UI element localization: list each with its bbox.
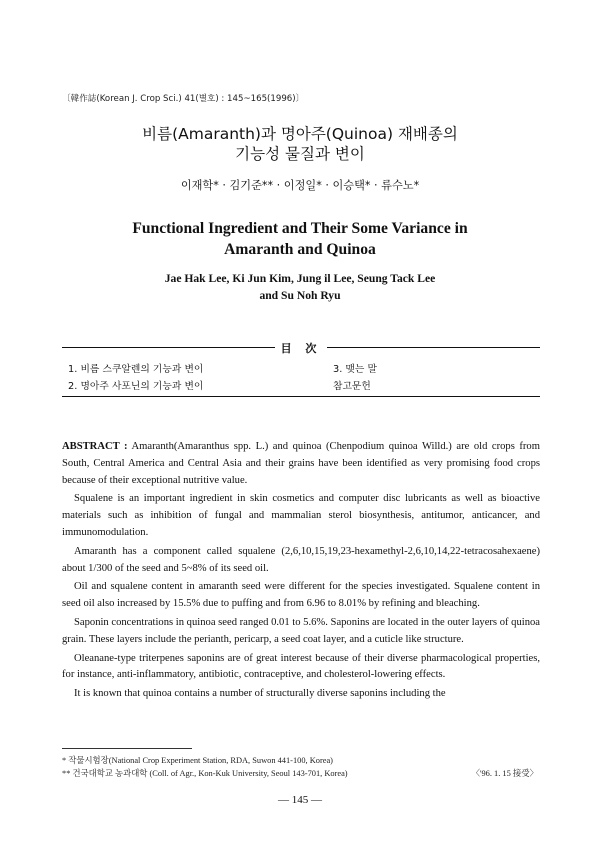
korean-title-line-2: 기능성 물질과 변이 [235, 145, 365, 163]
toc-item-1: 1. 비름 스쿠알렌의 기능과 변이 [68, 364, 204, 375]
footnote-2: ** 건국대학교 농과대학 (Coll. of Agr., Kon-Kuk University, Seoul 143-701, Korea) [62, 769, 348, 778]
abstract-paragraph-7: It is known that quinoa contains a number of structurally diverse saponins including the [74, 688, 446, 700]
footnote-1: * 작물시험장(National Crop Experiment Station, RDA, Suwon 441-100, Korea) [62, 756, 333, 765]
abstract-paragraph-2: Squalene is an important ingredient in skin cosmetics and computer disc lubricants as well as bioactive materials such as inhibition of fungal and mammalian sterol biosynthesis, antitumor, anticancer, and immunomodulation. [62, 493, 540, 538]
abstract-paragraph-5: Saponin concentrations in quinoa seed ranged 0.01 to 5.6%. Saponins are located in the outer layers of quinoa grain. These layers include the perianth, pericarp, a seed coat layer, and a cuticle like structure. [62, 616, 541, 645]
abstract-paragraph-3: Amaranth has a component called squalene (2,6,10,15,19,23-hexamethyl-2,6,10,14,22-tetracosahexaene) about 1/300 of the seed and 5~8% of its seed oil. [62, 545, 540, 574]
english-title-line-1: Functional Ingredient and Their Some Variance in [132, 220, 468, 237]
english-title [0, 218, 600, 260]
page-number: — 145 — [278, 794, 322, 806]
abstract-paragraph-4: Oil and squalene content in amaranth seed were different for the species investigated. Squalene content in seed oil also increased by 15.5% due to puffing and from 6.96 to 8.01% by refining and bleaching. [62, 581, 540, 610]
korean-title-line-1: 비름(Amaranth)과 명아주(Quinoa) 재배종의 [142, 125, 458, 143]
journal-reference: 〔韓作誌(Korean J. Crop Sci.) 41(별호) : 145~165(1996)〕 [62, 94, 305, 104]
korean-authors: 이재학* · 김기준** · 이정일* · 이승택* · 류수노* [180, 179, 420, 192]
toc-item-2: 2. 명아주 사포닌의 기능과 변이 [68, 381, 204, 392]
received-date: 〈'96. 1. 15 接受〉 [471, 769, 538, 778]
abstract-paragraph-6: Oleanane-type triterpenes saponins are of great interest because of their diverse pharmacological properties, for instance, anti-inflammatory, antibiotic, contraceptive, and cholesterol-lowering effects. [62, 652, 540, 681]
english-authors [0, 270, 600, 304]
footnote-rule [62, 748, 192, 749]
toc-item-4: 참고문헌 [333, 381, 371, 392]
toc-rule-bottom [62, 396, 540, 397]
table-of-contents [62, 340, 540, 400]
abstract [62, 439, 540, 703]
abstract-label: ABSTRACT : [62, 441, 128, 452]
toc-heading: 目 次 [280, 342, 322, 355]
abstract-paragraph-1 [62, 439, 540, 489]
korean-title [0, 124, 600, 164]
toc-item-3: 3. 맺는 말 [333, 364, 377, 375]
english-authors-line-2: and Su Noh Ryu [259, 289, 341, 302]
english-authors-line-1: Jae Hak Lee, Ki Jun Kim, Jung il Lee, Seung Tack Lee [164, 272, 436, 285]
abstract-text-1: Amaranth(Amaranthus spp. L.) and quinoa (Chenpodium quinoa Willd.) are old crops from South, Central America and Central Asia and their grains have been identified as very promising food crops because of their exceptional nutritive value. [62, 441, 540, 486]
english-title-line-2: Amaranth and Quinoa [224, 241, 376, 258]
